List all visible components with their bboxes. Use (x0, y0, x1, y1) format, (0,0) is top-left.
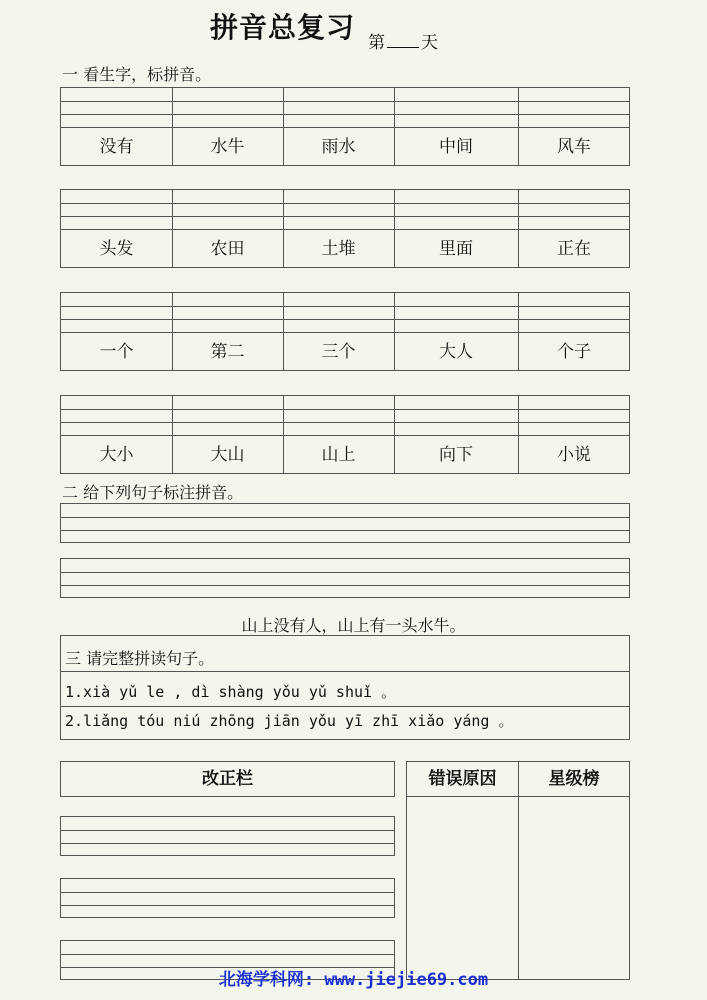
grid-word: 第二 (210, 342, 245, 362)
reading-line-2: 2.liǎng tóu niú zhōng jiān yǒu yī zhī xiǎo yáng 。 (65, 712, 514, 730)
day-blank (387, 33, 419, 48)
grid-word: 个子 (557, 342, 591, 362)
day-prefix: 第 (368, 33, 385, 53)
footer-watermark[interactable]: 北海学科网: www.jiejie69.com (218, 970, 489, 990)
grid-word: 里面 (439, 239, 473, 259)
section2-heading: 二 给下列句子标注拼音。 (62, 483, 244, 502)
pinyin-sentence: 山上没有人，山上有一头水牛。 (241, 616, 466, 635)
page-title: 拼音总复习 (210, 11, 356, 44)
day-field (368, 28, 438, 53)
grid-word: 水牛 (210, 137, 245, 157)
reading-line-1: 1.xià yǔ le , dì shàng yǒu yǔ shuǐ 。 (65, 683, 397, 701)
review-table (406, 761, 630, 980)
section1-heading: 一 看生字，标拼音。 (62, 65, 212, 84)
grid-word: 土堆 (321, 239, 356, 259)
grid-word: 正在 (557, 239, 591, 259)
grid-word: 头发 (99, 239, 134, 259)
grid-word: 风车 (557, 137, 591, 157)
grid-word: 中间 (439, 137, 473, 157)
correction-lines (60, 878, 395, 918)
grid-word: 大山 (210, 445, 245, 465)
pinyin-grid-2 (60, 189, 630, 268)
correction-lines (60, 816, 395, 856)
grid-word: 小说 (557, 445, 591, 465)
grid-word: 大人 (439, 342, 473, 362)
grid-word: 山上 (321, 445, 356, 465)
error-reason-header: 错误原因 (428, 769, 497, 789)
section3-box (60, 635, 630, 740)
grid-word: 大小 (99, 445, 134, 465)
writing-lines (60, 558, 630, 598)
grid-word: 一个 (99, 342, 134, 362)
grid-word: 向下 (439, 445, 473, 465)
grid-word: 三个 (321, 342, 356, 362)
section3-heading: 三 请完整拼读句子。 (65, 649, 215, 668)
grid-word: 雨水 (321, 137, 356, 157)
star-rating-header: 星级榜 (548, 769, 600, 789)
grid-word: 没有 (99, 137, 134, 157)
grid-word: 农田 (210, 239, 245, 259)
pinyin-grid-4 (60, 395, 630, 474)
day-suffix: 天 (421, 33, 438, 53)
pinyin-grid-3 (60, 292, 630, 371)
pinyin-grid-1 (60, 87, 630, 166)
writing-lines (60, 503, 630, 543)
correction-header: 改正栏 (60, 761, 395, 797)
